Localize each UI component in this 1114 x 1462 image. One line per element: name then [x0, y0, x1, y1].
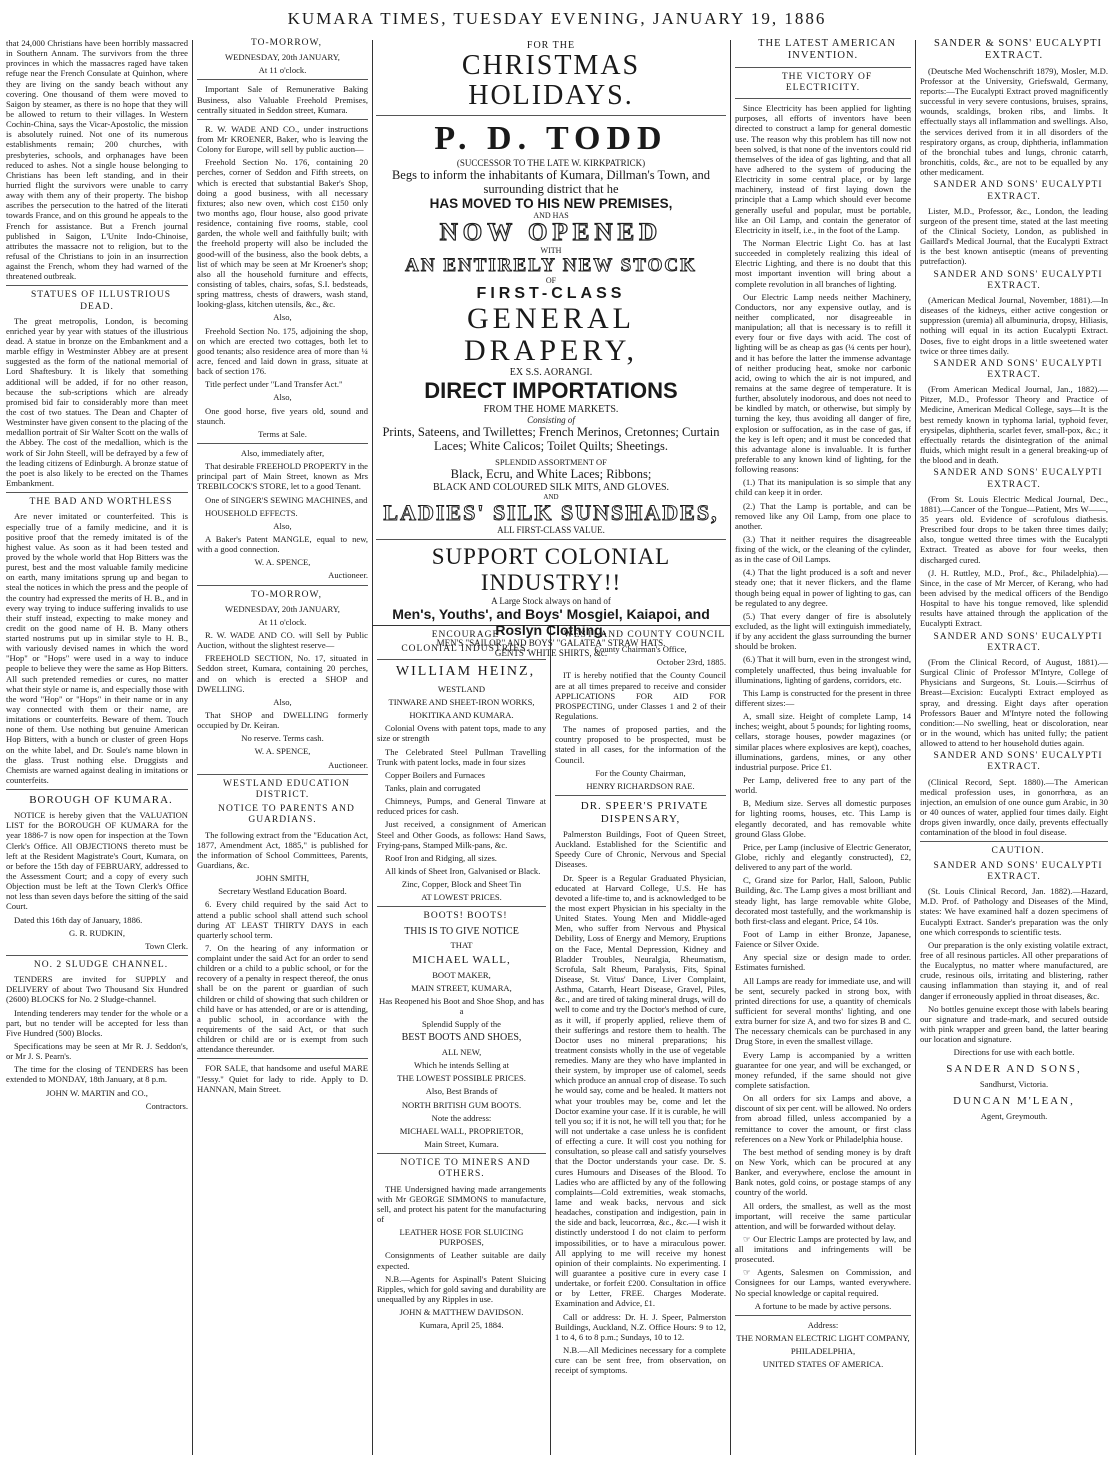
heinz-consignment: Just received, a consignment of American Steel and Other Goods, as follows: Hand Saws, Frying-pans, Stamped Milk-pans, &c. [377, 819, 546, 850]
column-rule [550, 625, 551, 1455]
divider [376, 539, 726, 540]
size-a-delivery: Per Lamp, delivered free to any part of the world. [735, 775, 911, 796]
divider [6, 955, 188, 956]
statues-heading: STATUES OF ILLUSTRIOUS DEAD. [31, 290, 171, 312]
ad-splendid-assortment: SPLENDID ASSORTMENT OF [495, 457, 607, 467]
column-2 [197, 38, 368, 1456]
auctioneer-title: Auctioneer. [328, 570, 368, 581]
column-rule [372, 40, 373, 1455]
wall-trade: BOOT MAKER, [432, 969, 491, 980]
town-clerk-name: G. R. RUDKIN, [68, 927, 126, 938]
divider [197, 1058, 368, 1059]
speer-address: Palmerston Buildings, Foot of Queen Street, Auckland. Established for the Scientific and Speedy Cure of Chronic, Nervous and Special Diseases. [555, 828, 726, 870]
speer-heading: DR. SPEER'S PRIVATE DISPENSARY, [580, 800, 709, 825]
divider [6, 492, 188, 493]
also-label: Also, [273, 392, 292, 403]
ad-prints-sateens: Prints, Sateens, and Twillettes; French Merinos, Cretonnes; Curtain Laces; White Calicos; Toilet Quilts; Sheetings. [382, 425, 720, 453]
divider [735, 1315, 911, 1316]
ad-entirely-new-stock: AN ENTIRELY NEW STOCK [405, 255, 697, 276]
reason-2: (2.) That the Lamp is portable, and can be removed like any Oil Lamp, from one place to another. [735, 500, 911, 531]
ad-successor: (SUCCESSOR TO THE LATE W. KIRKPATRICK) [456, 158, 646, 168]
speer-nb: N.B.—All Medicines necessary for a complete cure can be sent free, from observation, on receipt of symptoms. [555, 1345, 726, 1376]
divider [555, 795, 726, 796]
ad-laces-ribbons: Black, Ecru, and White Laces; Ribbons; [450, 467, 652, 481]
divider [735, 67, 911, 68]
divider [6, 285, 188, 286]
divider [6, 789, 188, 790]
terms-label: Terms at Sale. [258, 428, 307, 439]
auction-date-heading-2: TO-MORROW, [251, 589, 322, 600]
mclean-sig: DUNCAN M'LEAN, [953, 1095, 1075, 1108]
sander-preparation: Our preparation is the only existing volatile extract, free of all resinous particles. All other preparations of the Eucalyptus, no matter where manufactured, are crude, resinous oils, irritating and blistering, rather causing inflammation than staying it, and of real danger if erroneously applied in throat diseases, &c. [920, 939, 1108, 1001]
article-massacre-text: that 24,000 Christians have been horribly massacred in Southern Annam. The survivors from the three provinces in which the massacres raged have taken refuge near the French Consulate at Quinhon, where they are living on the sandy beach without any covering. One thousand of them were moved to Saigon by steamer, as there is no hope that they will be allowed to return to their villages. In Western Cochin-China, says the Vicar-Apostolic, the mission is absolutely ruined. Not one of its numerous establishments remain; 200 churches, with presbyteries, schools, and orphanages have been reduced to ashes. Not a single house belonging to Christians has been left standing, and in their hurried flight the survivors were unable to carry away with them any of their property. The bishop ascribes the persecution to the hatred of the literati towards France, and on this ground he appeals to the French for assistance. But a French journal published in Saigon, L'Unite Indo-Chinoise, attributes the massacre not to religion, but to the refusal of the Christians to join in an insurrection against the French, whom they had warned of the threatened outbreak. [6, 38, 188, 282]
chairman-office: County Chairman's Office, [594, 644, 687, 655]
norman-city: PHILADELPHIA, [790, 1346, 856, 1357]
also-label: Also, [273, 520, 292, 531]
singer-text: One of SINGER'S SEWING MACHINES, and [205, 494, 368, 505]
encourage-heading: ENCOURAGE [431, 630, 500, 640]
ad-home-markets: FROM THE HOME MARKETS. [483, 404, 619, 415]
ad-silk-mits: BLACK AND COLOURED SILK MITS, AND GLOVES. [432, 482, 670, 493]
education-extract: The following extract from the "Education Act, 1877, Amendment Act, 1885," is published for the information of School Committees, Parents, Guardians, &c. [197, 829, 368, 870]
sander-heading-2: SANDER AND SONS' EUCALYPTI EXTRACT. [933, 180, 1103, 202]
sander-heading-7: SANDER AND SONS' EUCALYPTI EXTRACT. [933, 751, 1103, 773]
valuation-notice: NOTICE is hereby given that the VALUATION LIST for the BOROUGH OF KUMARA for the year 1886-7 is now open for inspection at the Town Clerk's Office. All OBJECTIONS thereto must be left at the Resident Magistrate's Court, Kumara, on or before the 15th day of FEBRUARY, addressed to the Assessment Court; and a copy of every such Objection must be left at the Town Clerk's Office not less than seven days before the sitting of the said Court. [6, 810, 188, 912]
ad-begs-to-inform: Begs to inform the inhabitants of Kumara, Dillman's Town, and surrounding district that he [391, 168, 711, 196]
wade-intro: R. W. WADE AND CO., under instructions from Mr KROENER, Baker, who is leaving the Colony for Europe, will sell by public auction— [197, 123, 368, 155]
divider [197, 119, 368, 120]
heinz-westland: WESTLAND [437, 683, 486, 694]
norman-company: THE NORMAN ELECTRIC LIGHT COMPANY, [736, 1333, 910, 1344]
ad-general-drapery: GENERAL DRAPERY, [463, 302, 638, 367]
consignments-text: Consignments of Leather suitable are daily expected. [377, 1250, 546, 1271]
reason-1: (1.) That its manipulation is so simple that any child can keep it in order. [735, 477, 911, 498]
wall-note-address: Note the address: [431, 1112, 492, 1123]
electricity-heading: THE VICTORY OF ELECTRICITY. [781, 71, 873, 93]
ad-silk-sunshades: LADIES' SILK SUNSHADES, [383, 500, 719, 525]
heinz-sheet-iron: All kinds of Sheet Iron, Galvanised or Black. [385, 866, 541, 877]
heinz-roof-iron: Roof Iron and Ridging, all sizes. [385, 852, 497, 863]
sander-location: Sandhurst, Victoria. [979, 1079, 1049, 1090]
ad-mosgiel-clothing: Men's, Youths', and Boys' Mosgiel, Kaiapoi, and Roslyn Clothing. [392, 606, 710, 638]
wall-gum-boots: NORTH BRITISH GUM BOOTS. [401, 1099, 522, 1110]
secretary-name: JOHN SMITH, [256, 873, 309, 884]
wade-intro-2: R. W. WADE AND CO. will Sell by Public Auction, without the slightest reserve— [197, 630, 368, 651]
sander-lister: Lister, M.D., Professor, &c., London, the leading surgeon of the present time, stated at the last meeting of the Clinical Society, London, as published in Gaillard's Medical Journal, that the Eucalypti Extract is the best known antiseptic (means of preventing putrefaction). [920, 205, 1108, 267]
wall-selling: Which he intends Selling at [414, 1060, 509, 1071]
sander-heading-6: SANDER AND SONS' EUCALYPTI EXTRACT. [933, 631, 1103, 653]
county-council-heading: WESTLAND COUNTY COUNCIL [563, 630, 726, 640]
sander-cancer: (From St. Louis Electric Medical Journal, Dec., 1881).—Cancer of the Tongue—Patient, Mrs W——, 35 years old. Evidence of scrofulous diathesis. Prescribed four drops to be taken three times daily; also, tongue wetted three times with the Eucalypti Extract. Treated as above for four weeks, then discharged cured. [920, 493, 1108, 565]
heinz-zinc: Zinc, Copper, Block and Sheet Tin [401, 879, 522, 890]
heinz-tanks: Tanks, plain and corrugated [385, 783, 481, 794]
ad-colonial-industry: SUPPORT COLONIAL INDUSTRY!! [431, 544, 671, 595]
auction-day-2: WEDNESDAY, 20th JANUARY, [225, 603, 340, 614]
fortune-text: A fortune to be made by active persons. [754, 1300, 892, 1311]
reason-3: (3.) That it neither requires the disagreeable fixing of the wick, or the cleaning of the cylinder, as in the case of Oil Lamps. [735, 533, 911, 565]
sander-heading-4: SANDER AND SONS' EUCALYPTI EXTRACT. [933, 358, 1103, 380]
sander-directions: Directions for use with each bottle. [953, 1047, 1075, 1058]
divider [197, 585, 368, 586]
lamp-foot: Foot of Lamp in either Bronze, Japanese, Faience or Silver Oxide. [735, 928, 911, 950]
size-b-price: Price, per Lamp (inclusive of Electric Generator, Globe, richly and elegantly constructed), £2, delivered to any part of the world. [735, 841, 911, 873]
sander-heading-9: SANDER AND SONS' EUCALYPTI EXTRACT. [933, 860, 1103, 882]
clause-7: 7. On the hearing of any information or complaint under the said Act for an order to send children or a child to a public school, or for the recovery of a penalty in respect thereof, the onus shall be on the parent or guardian of such children or child of showing that such children or child have or has attended, or are or is attending, a public school, in accordance with the requirements of the said Act, or that such children or child are or is exempt from such attendance thereunder. [197, 942, 368, 1055]
column-rule [192, 40, 193, 1455]
boots-heading: BOOTS! BOOTS! [423, 911, 508, 922]
sander-mosler: (Deutsche Med Wochenschrift 1879), Mosler, M.D. Professor at the University, Griefswald, Germany, reports:—The Eucalypti Extract proved magnificently successful in very severe contusions, bruises, sprains, wounds, scaldings, broken ribs, and limbs. It effectually stays all inflammation and swellings. Also, the services derived from it in all disorders of the respiratory organs, as croup, diphtheria, inflammation of the bronchial tubes and lungs, chronic catarrh, bronchitis, colds, &c., are not to be equalled by any other medicament. [920, 65, 1108, 178]
heinz-name: WILLIAM HEINZ, [395, 664, 536, 680]
ad-and: AND [543, 493, 559, 501]
ad-direct-importations: DIRECT IMPORTATIONS [424, 378, 678, 403]
ad-and-has: AND HAS [533, 211, 569, 220]
heinz-location: HOKITIKA AND KUMARA. [409, 710, 514, 721]
wall-brands: Also, Best Brands of [425, 1086, 498, 1097]
auctioneer-name-2: W. A. SPENCE, [254, 746, 311, 757]
size-c: C, Grand size for Parlor, Hall, Saloon, Public Building, &c. The Lamp gives a most brilliant and steady light, has large removable white Globe, decorated most tastefully, and the workmanship is both first-class and elegant. Price, £4 10s. [735, 875, 911, 926]
column-6 [920, 38, 1108, 1456]
mangle-text: A Baker's Patent MANGLE, equal to new, with a good connection. [197, 533, 368, 555]
column-rule [730, 40, 731, 1455]
bad-worthless-heading: THE BAD AND WORTHLESS [29, 497, 173, 508]
auction-time: At 11 o'clock. [258, 65, 307, 76]
electricity-p1: Since Electricity has been applied for lighting purposes, all efforts of inventors have been directed to construct a lamp for general domestic use. The reason why this problem has till now not been solved, is that none of the inventors could rid themselves of the idea of gas lighting, and that all have adhered to the system of producing the Electricity in some central place, or by large machinery, instead of first laying down the principle that a Lamp which should ever become generally useful and popular, must be portable, like an Oil Lamp, and contain the generator of Electricity in itself, i.e., in the foot of the Lamp. [735, 103, 911, 235]
trebilcock-text: That desirable FREEHOLD PROPERTY in the principal part of Main Street, known as Mrs TREBILCOCK'S STORE, let to a good Tenant. [197, 461, 368, 492]
auctioneer-title-2: Auctioneer. [328, 759, 368, 770]
household-effects: HOUSEHOLD EFFECTS. [205, 507, 298, 518]
divider [376, 115, 726, 116]
wall-notice: THIS IS TO GIVE NOTICE [404, 925, 519, 937]
parties-text: The names of proposed parties, and the country proposed to be prospected, must be stated in all cases, for the information of the Council. [555, 724, 726, 765]
size-a: A, small size. Height of complete Lamp, 14 inches; weight, about 5 pounds; for lighting rooms, cellars, storage houses, powder magazines (or similar places where explosives are kept), coaches, illuminations, gardens, mines, or any other industrial purpose. Price £1. [735, 711, 911, 772]
miners-text: THE Undersigned having made arrangements with Mr GEORGE SIMMONS to manufacture, sell, and protect his patent for the manufacturing of [377, 1183, 546, 1225]
sander-genuine: No bottles genuine except those with labels bearing our signature and trade-mark, and secured outside with pink wrapper and green band, the latter bearing our location and signature. [920, 1003, 1108, 1045]
payment-method: The best method of sending money is by draft on New York, which can be procured at any Banker, and everywhere, enclose the amount in Bank notes, gold coins, or postage stamps of any country of the world. [735, 1146, 911, 1198]
for-chairman: For the County Chairman, [595, 767, 686, 778]
auction-date-heading: TO-MORROW, [251, 38, 322, 48]
leather-hose: LEATHER HOSE FOR SLUICING PURPOSES, [399, 1227, 524, 1248]
ripples-text: N.B.—Agents for Aspinall's Patent Sluicing Ripples, which for gold saving and durability are unequalled by any Ripples in use. [377, 1273, 546, 1304]
also-label: Also, [273, 696, 292, 707]
ad-christmas-holidays: CHRISTMAS HOLIDAYS. [461, 50, 641, 111]
section-17-text: FREEHOLD SECTION, No. 17, situated in Seddon street, Kumara, containing 20 perches, and on which is erected a SHOP and DWELLING. [197, 653, 368, 694]
title-text: Title perfect under "Land Transfer Act." [205, 379, 343, 390]
invention-heading: THE LATEST AMERICAN INVENTION. [758, 38, 896, 62]
norman-country: UNITED STATES OF AMERICA. [762, 1359, 884, 1370]
agents-wanted: ☞ Agents, Salesmen on Commission, and Consignees for our Lamps, wanted everywhere. No special knowledge or capital required. [735, 1267, 911, 1298]
council-date: October 23rd, 1885. [656, 657, 726, 668]
column-4 [555, 630, 726, 1458]
ad-with: WITH [540, 246, 562, 255]
sander-heading-5: SANDER AND SONS' EUCALYPTI EXTRACT. [933, 468, 1103, 490]
tenderers-text: Intending tenderers may tender for the whole or a part, but no tender will be accepted for less than Five Hundred (500) Blocks. [6, 1007, 188, 1038]
wall-best-boots: BEST BOOTS AND SHOES, [401, 1032, 522, 1044]
sander-heading-1: SANDER & SONS' EUCALYPTI EXTRACT. [933, 38, 1103, 62]
education-heading: WESTLAND EDUCATION DISTRICT. [223, 778, 350, 800]
ad-first-class: FIRST-CLASS [476, 285, 626, 302]
sander-clinical: (From the Clinical Record, of August, 1881).—Surgical Clinic of Professor M'Intyre, College of Physicians and Surgeons, St. Louis.—Scirrhus of Breast—Excision: Eucalypti Extract employed as spray, and dressing. Eight days after operation Professors Bauer and M'Intyre noted the following condition:—No swelling, heat or discoloration, near or in the wound, which has united fully; the patient allowed to attend to her household duties again. [920, 656, 1108, 749]
secretary-title: Secretary Westland Education Board. [218, 886, 347, 897]
ad-for-the: FOR THE [526, 40, 576, 51]
sander-kidneys: (American Medical Journal, November, 1881).—In diseases of the kidneys, either active congestion or suppression (uremia) all albuminuria, dropsy, Hiliasis, nothing will equal in its action Eucalypti Extract. Doses, five to eight drops in a little sweetened water twice or three times daily. [920, 294, 1108, 356]
wall-reopened: Has Reopened his Boot and Shoe Shop, and has a [379, 995, 544, 1016]
heinz-works: TINWARE AND SHEET-IRON WORKS, [388, 697, 535, 708]
wall-proprietor: MICHAEL WALL, PROPRIETOR, [399, 1125, 524, 1136]
divider [197, 443, 368, 444]
divider [920, 841, 1108, 842]
rae-signature: HENRY RICHARDSON RAE. [586, 780, 695, 791]
specifications-text: Specifications may be seen at Mr R. J. Seddon's, or Mr J. S. Pearn's. [6, 1041, 188, 1062]
column-5 [735, 38, 911, 1456]
sander-heading-3: SANDER AND SONS' EUCALYPTI EXTRACT. [933, 269, 1103, 291]
divider [197, 774, 368, 775]
valuation-date: Dated this 16th day of January, 1886. [14, 914, 143, 925]
electricity-p2: The Norman Electric Light Co. has at last succeeded in completely realizing this ideal of Electric Lighting, and there is no doubt that this most important invention will bring about a complete revolution in all branches of lighting. [735, 237, 911, 289]
tenders-text: TENDERS are invited for SUPPLY and DELIVERY of about Two Thousand Six Hundred (2600) BLOCKS for No. 2 Sludge-channel. [6, 974, 188, 1005]
town-clerk-title: Town Clerk. [145, 940, 188, 951]
sander-gonorrhoea: (Clinical Record, Sept. 1880).—The American medical profession uses, in gonorrhœa, as an injection, an emulsion of one ounce gum Arabic, in 30 or 40 ounces of water, applied four times daily. Eight drops given inwardly, once daily, prevents effectually contamination of the blood in foul disease. [920, 776, 1108, 838]
discount: On all orders for six Lamps and above, a discount of six per cent. will be allowed. No orders from abroad filled, unless accompanied by a remittance to cover the amount, or first class references on a New York or Philadelphia house. [735, 1093, 911, 1144]
wall-name: MICHAEL WALL, [412, 953, 511, 966]
ad-first-class-value: ALL FIRST-CLASS VALUE. [497, 525, 605, 535]
miners-heading: NOTICE TO MINERS AND OTHERS. [400, 1158, 531, 1180]
divider [377, 659, 546, 660]
ad-moved: HAS MOVED TO HIS NEW PREMISES, [429, 196, 673, 211]
sander-ruttley: (J. H. Ruttley, M.D., Prof., &c., Philadelphia).—Since, in the case of Mr Mercer, of Kerang, who had been advised by the medical officers of the Bendigo Hospital to have his tongue removed, like splendid results have attained through the application of the Eucalypti Extract. [920, 567, 1108, 629]
contractor-name: JOHN W. MARTIN and CO., [46, 1087, 148, 1098]
all-orders: All orders, the smallest, as well as the most important, will receive the same particular attention, and will be forwarded without delay. [735, 1200, 911, 1231]
divider [377, 906, 546, 907]
borough-heading: BOROUGH OF KUMARA. [29, 794, 173, 807]
column-rule [915, 40, 916, 1455]
section-175-text: Freehold Section No. 175, adjoining the shop, on which are erected two cottages, both let to good tenants; also residence area of more than ¼ acre, fenced and laid down in grass, situate at back of section 176. [197, 325, 368, 377]
address-label: Address: [807, 1319, 839, 1330]
wall-all-new: ALL NEW, [441, 1047, 482, 1058]
wall-address: MAIN STREET, KUMARA, [411, 982, 512, 993]
heinz-trunk: The Celebrated Steel Pullman Travelling Trunk with patent locks, made in four sizes [377, 746, 546, 767]
statues-text: The great metropolis, London, is becoming enriched year by year with statues of the illustrious dead. A statue in bronze on the Embankment and a marble effigy in Westminster Abbey are at present suggested as the form of the national memorial of Lord Shaftesbury. It is likely that something additional will be added, if for no other reason, because the sub-scriptions which are already promised bid fair to considerably more than meet the cost of two statues. The Dean and Chapter of Westminster have given consent to the placing of the medallion portrait of Sir Walter Scott on the walls of the Abbey. The cost of the medallion, which is the work of Sir John Steell, will be defrayed by a few of the leading citizens of Edinburgh. A bronze statue of the poet is also likely to be erected on the Thames Embankment. [6, 315, 188, 489]
mare-for-sale: FOR SALE, that handsome and useful MARE "Jessy." Quiet for lady to ride. Apply to D. HANNAN, Main Street. [197, 1063, 368, 1094]
guarantee: Every Lamp is accompanied by a written guarantee for one year, and will be exchanged, or money refunded, if the same should not give complete satisfaction. [735, 1049, 911, 1090]
contractor-title: Contractors. [145, 1100, 188, 1111]
speer-text: Dr. Speer is a Regular Graduated Physician, educated at Harvard College, U.S. He has devoted a life-time to, and is acknowledged to be the most expert Physician in his specialty in the United States. Young Men and Middle-aged Men, who suffer from Nervous and Physical Debility, Loss of Energy and Memory, Eruptions on the Face, Mental Depression, Kidney and Bladder Troubles, Neuralgia, Rheumatism, Scrofula, Salt Rheum, Paralysis, Fits, Spinal Disease, St. Vitus' Dance, Liver Complaint, Asthma, Catarrh, Heart Disease, Gravel, Piles, &c., and are tired of taking mineral drugs, will do well to come and try the Doctor's method of cure, as it will, if properly applied, relieve them of their sufferings and restore them to health. The Doctor uses no mineral preparations; his treatment consists wholly in the use of vegetable remedies. Many are they who have implanted in their system, by improper use of calomel, seeds which produce an annual crop of disease. To such he would say, come and be healed. It matters not what your troubles may be, come and let the Doctor examine your case. If it is curable, he will tell you so; if it is not, he will tell you that; for he will not undertake a case unless he is confident of effecting a cure. It will cost you nothing for consultation, so please call and satisfy yourselves that the Doctor understands your case. Dr. S. cures Humours and Diseases of the Blood. To Ladies who are afflicted by any of the following complaints—Cold extremities, weak stomachs, lame and weak backs, nervous and sick headaches, constipation and indigestion, pain in the side and back, leucorrœa, &c., &c.—I wish it distinctly understood I do not claim to perform impossibilities, or to have a miraculous power. All applying to me will receive my honest opinion of their complaints. No experimenting. I will guarantee a positive cure in every case I undertake, or forfeit £200. Consultation in office or by Letter, FREE. Charges Moderate. Examination and Advice, £1. [555, 872, 726, 1309]
baking-sale-intro: Important Sale of Remunerative Baking Business, also Valuable Freehold Premises, centrally situated in Seddon street, Kumara. [197, 84, 368, 115]
auction-time-2: At 11 o'clock. [258, 616, 307, 627]
divider [197, 79, 368, 80]
caution-heading: CAUTION. [991, 846, 1045, 857]
heinz-ovens: Colonial Ovens with patent tops, made to any size or strength [377, 723, 546, 744]
electricity-p3: Our Electric Lamp needs neither Machinery, Conductors, nor any expensive outlay, and is neither complicated, nor disagreeable in manipulation; all that is necessary is to refill it every four or five days with acid. The cost of lighting will be as cheap as gas (¼ cents per hour), and it has before the latter the immense advantage of neither producing heat, smoke nor carbonic acid, owing to which the air is not impured, and remains at the same degree of temperature. It is further, absolutely inodorous, and does not need to be kindled by match, or otherwise, but simply by turning the key, thus avoiding all danger of fire, explosion or suffocation, as in the case of gas, if the key is left open; and it must be conceded that this advantage alone is invaluable. It is further preferable to any known kind of lighting, for the following reasons: [735, 291, 911, 475]
wall-that: THAT [450, 940, 473, 951]
special-size: Any special size or design made to order. Estimates furnished. [735, 952, 911, 973]
heinz-boilers: Copper Boilers and Furnaces [385, 769, 485, 780]
keiran-text: That SHOP and DWELLING formerly occupied by Dr. Keiran. [197, 710, 368, 731]
lamps-ready: All Lamps are ready for immediate use, and will be sent, securely packed in strong box, with printed directions for use, a quantity of chemicals sufficient for several months' lighting, and one extra burner for size A, and two for sizes B and C. The necessary chemicals can be purchased in any Drug Store, in even the smallest village. [735, 975, 911, 1047]
wall-lowest: THE LOWEST POSSIBLE PRICES. [397, 1073, 526, 1084]
clause-6: 6. Every child required by the said Act to attend a public school shall attend such school during AT LEAST THIRTY DAYS in each quarterly school term. [197, 899, 368, 940]
protected-by-law: ☞ Our Electric Lamps are protected by law, and all imitations and infringements will be prosecuted. [735, 1233, 911, 1265]
hop-bitters-text: Are never imitated or counterfeited. This is especially true of a family medicine, and it is positive proof that the remedy imitated is of the highest value. As soon as it had been tested and proved by the whole world that Hop Bitters was the purest, best and the most valuable family medicine on earth, many imitations sprung up and began to steal the notices in which the press and the people of the country had expressed the merits of H. B., and in every way trying to induce suffering invalids to use their stuff instead, expecting to make money and credit on the good name of H. B. Many others started nostrums put up in similar style to H. B., with variously devised names in which the word "Hop" or "Hops" were used in a way to induce people to believe they were the same as Hop Bitters. All such pretended remedies or cures, no matter what their style or name is, and especially those with the word "Hop" or "Hops" in their name or in any way connected with them or their name, are imitations or counterfeits. Beware of them. Touch none of them. Use nothing but genuine American Hop Bitters, with a bunch or cluster of green Hops on the white label, and Dr. Soule's name blown in the glass. Trust nothing else. Druggists and Chemists are warned against dealing in imitations or counterfeits. [6, 511, 188, 786]
closing-text: The time for the closing of TENDERS has been extended to MONDAY, 18th January, at 8 p.m. [6, 1064, 188, 1085]
sander-hazard: (St. Louis Clinical Record, Jan. 1882).—Hazard, M.D. Prof. of Pathology and Diseases of the Mind, states: We have examined half a dozen specimens of Eucalypti Extract. Sander's preparation was the only one which corresponds to scientific tests. [920, 886, 1108, 937]
reason-6: (6.) That it will burn, even in the strongest wind, completely unaffected, thus being invaluable for illuminations, lighting of gardens, corridors, etc. [735, 654, 911, 685]
masthead: KUMARA TIMES, TUESDAY EVENING, JANUARY 19, 1886 [287, 9, 827, 28]
auction-day: WEDNESDAY, 20th JANUARY, [225, 52, 340, 63]
size-b: B, Medium size. Serves all domestic purposes for lighting rooms, houses, etc. This Lamp is elegantly decorated, and has removable white ground Glass Globe. [735, 798, 911, 839]
colonial-industries-heading: COLONIAL INDUSTRIES. [401, 644, 530, 655]
davidson-sig: JOHN & MATTHEW DAVIDSON. [399, 1307, 524, 1318]
sludge-heading: NO. 2 SLUDGE CHANNEL. [33, 959, 169, 970]
sizes-intro: This Lamp is constructed for the present in three different sizes:— [735, 687, 911, 709]
heinz-lowest-prices: AT LOWEST PRICES. [421, 892, 502, 903]
divider [377, 1153, 546, 1154]
ad-ex-aorangi: EX S.S. AORANGI. [509, 367, 593, 378]
speer-contact: Call or address: Dr. H. J. Speer, Palmerston Buildings, Auckland, N.Z. Office Hours: 9 to 12, 1 to 4, 6 to 8 p.m.; Sundays, 10 to 12. [555, 1311, 726, 1342]
reserve-text: No reserve. Terms cash. [241, 733, 324, 744]
also-label: Also, [273, 312, 292, 323]
ad-white-shirts: GENTS' WHITE SHIRTS, &c. [494, 648, 608, 658]
sander-pitzer: (From American Medical Journal, Jan., 1882).—Pitzer, M.D., Professor Theory and Practice of Medicine, American Medical College, says—It is the best remedy known in typhoma larial, typhoid fever, erysipelas, diphtheria, scarlet fever, small-pox, &c.; it effectually retards the disintegration of the animal fluids, which might result in a general breaking-up of the blood and in death. [920, 384, 1108, 466]
ad-consisting-of: Consisting of [527, 415, 575, 425]
ad-of: OF [545, 276, 557, 285]
wall-supply: Splendid Supply of the [421, 1019, 501, 1030]
ad-straw-hats: MEN'S "SAILOR" AND BOYS' "GALATEA" STRAW HATS. [436, 638, 666, 648]
reason-5: (5.) That every danger of fire is absolutely excluded, as the light will extinguish immediately, if by any accident the glass surrounding the burner should be broken. [735, 610, 911, 652]
parents-heading: NOTICE TO PARENTS AND GUARDIANS. [218, 804, 355, 826]
davidson-date: Kumara, April 25, 1884. [419, 1320, 504, 1331]
auctioneer-name: W. A. SPENCE, [254, 557, 311, 568]
column-1 [6, 38, 188, 1456]
ad-pd-todd: P. D. TODD [434, 120, 668, 157]
section-176-text: Freehold Section No. 176, containing 20 perches, corner of Seddon and Fifth streets, on which is erected that substantial Baker's Shop, doing a good business, with all necessary fixtures; also new oven, which cost £150 only two months ago, flour house, also good private residence, containing five rooms, stable, cool garden, the whole well and faithfully built; with the freehold property will also be included the good-will of the business, also the book debts, a list of which may be seen at Mr Kroener's shop; also all the household furniture and effects, consisting of tables, chairs, sofas, S.I. bedsteads, spring mattress, chests of drawers, wash stand, looking-glass, kitchen utensils, &c., &c. [197, 157, 368, 310]
prospecting-notice: IT is hereby notified that the County Council are at all times prepared to receive and consider APPLICATIONS FOR AID FOR PROSPECTING, under Classes 1 and 2 of their Regulations. [555, 670, 726, 722]
horse-text: One good horse, five years old, sound and staunch. [197, 405, 368, 426]
reason-4: (4.) That the light produced is a soft and never steady one; that it never flickers, and the flame though being equal in power of lighting to gas, can be regulated to any degree. [735, 567, 911, 608]
ad-large-stock: A Large Stock always on hand of [491, 596, 611, 606]
wall-street: Main Street, Kumara. [424, 1139, 499, 1150]
immediately-after: Also, immediately after, [240, 447, 325, 458]
heinz-chimneys: Chimneys, Pumps, and General Tinware at reduced prices for cash. [377, 796, 546, 817]
sander-sig: SANDER AND SONS, [946, 1063, 1082, 1076]
mclean-agent: Agent, Greymouth. [980, 1111, 1048, 1122]
column-3 [377, 630, 546, 1458]
divider [735, 98, 911, 99]
ad-now-opened: NOW OPENED [439, 219, 663, 246]
